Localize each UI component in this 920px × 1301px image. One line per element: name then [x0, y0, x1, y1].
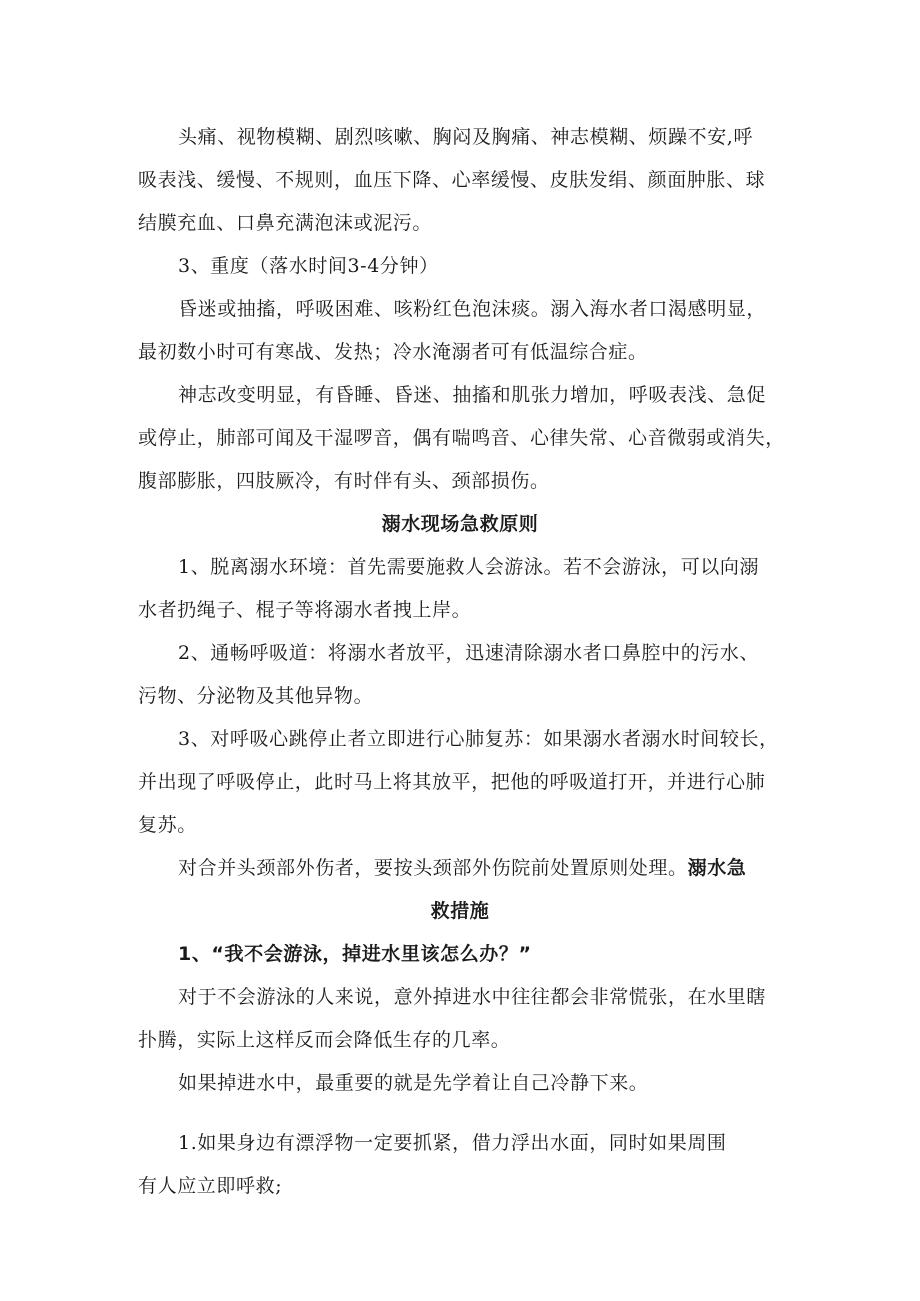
para2-line-1: 昏迷或抽搐，呼吸困难、咳粉红色泡沫痰。溺入海水者口渴感明显，: [178, 298, 767, 320]
principle3-line-2: 并出现了呼吸停止，此时马上将其放平，把他的呼吸道打开，并进行心肺: [138, 771, 766, 793]
para3-line-2: 或停止，肺部可闻及干湿啰音，偶有喘鸣音、心律失常、心音微弱或消失，: [138, 427, 785, 449]
para4-line-1: 对于不会游泳的人来说，意外掉进水中往往都会非常慌张，在水里瞎: [178, 986, 767, 1008]
tip1-line-2: 有人应立即呼救;: [138, 1175, 283, 1197]
para2-line-2: 最初数小时可有寒战、发热；冷水淹溺者可有低温综合症。: [138, 341, 648, 363]
para4-line-2: 扑腾，实际上这样反而会降低生存的几率。: [138, 1029, 511, 1051]
para1-line-3: 结膜充血、口鼻充满泡沫或泥污。: [138, 212, 433, 234]
para1-line-2: 吸表浅、缓慢、不规则，血压下降、心率缓慢、皮肤发绢、颜面肿胀、球: [138, 169, 766, 191]
principle1-line-1: 1、脱离溺水环境：首先需要施救人会游泳。若不会游泳，可以向溺: [178, 556, 760, 578]
principle2-line-2: 污物、分泌物及其他异物。: [138, 685, 374, 707]
principle1-line-2: 水者扔绳子、棍子等将溺水者拽上岸。: [138, 599, 472, 621]
tip1-line-1: 1.如果身边有漂浮物一定要抓紧，借力浮出水面，同时如果周围: [178, 1132, 727, 1154]
principle2-line-1: 2、通畅呼吸道：将溺水者放平，迅速清除溺水者口鼻腔中的污水、: [178, 642, 760, 664]
severe-heading: 3、重度（落水时间3-4分钟）: [178, 255, 439, 277]
para1-line-1: 头痛、视物模糊、剧烈咳嗽、胸闷及胸痛、神志模糊、烦躁不安,呼: [178, 126, 754, 148]
question-heading: 1、“我不会游泳，掉进水里该怎么办？”: [178, 943, 532, 965]
principle3-line-1: 3、对呼吸心跳停止者立即进行心肺复苏：如果溺水者溺水时间较长，: [178, 728, 779, 750]
principle3-line-3: 复苏。: [138, 814, 197, 836]
head-injury-text: 对合并头颈部外伤者，要按头颈部外伤院前处置原则处理。: [178, 857, 688, 879]
para3-line-1: 神志改变明显，有昏睡、昏迷、抽搐和肌张力增加，呼吸表浅、急促: [178, 384, 767, 406]
para5-line: 如果掉进水中，最重要的就是先学着让自己冷静下来。: [178, 1072, 649, 1094]
head-injury-line: [178, 856, 746, 880]
section-title-measures-part1: 溺水急: [687, 857, 747, 879]
section-title-first-aid-principles: 溺水现场急救原则: [381, 513, 539, 535]
section-title-measures-part2: 救措施: [430, 900, 490, 922]
para3-line-3: 腹部膨胀，四肢厥冷，有时伴有头、颈部损伤。: [138, 470, 550, 492]
